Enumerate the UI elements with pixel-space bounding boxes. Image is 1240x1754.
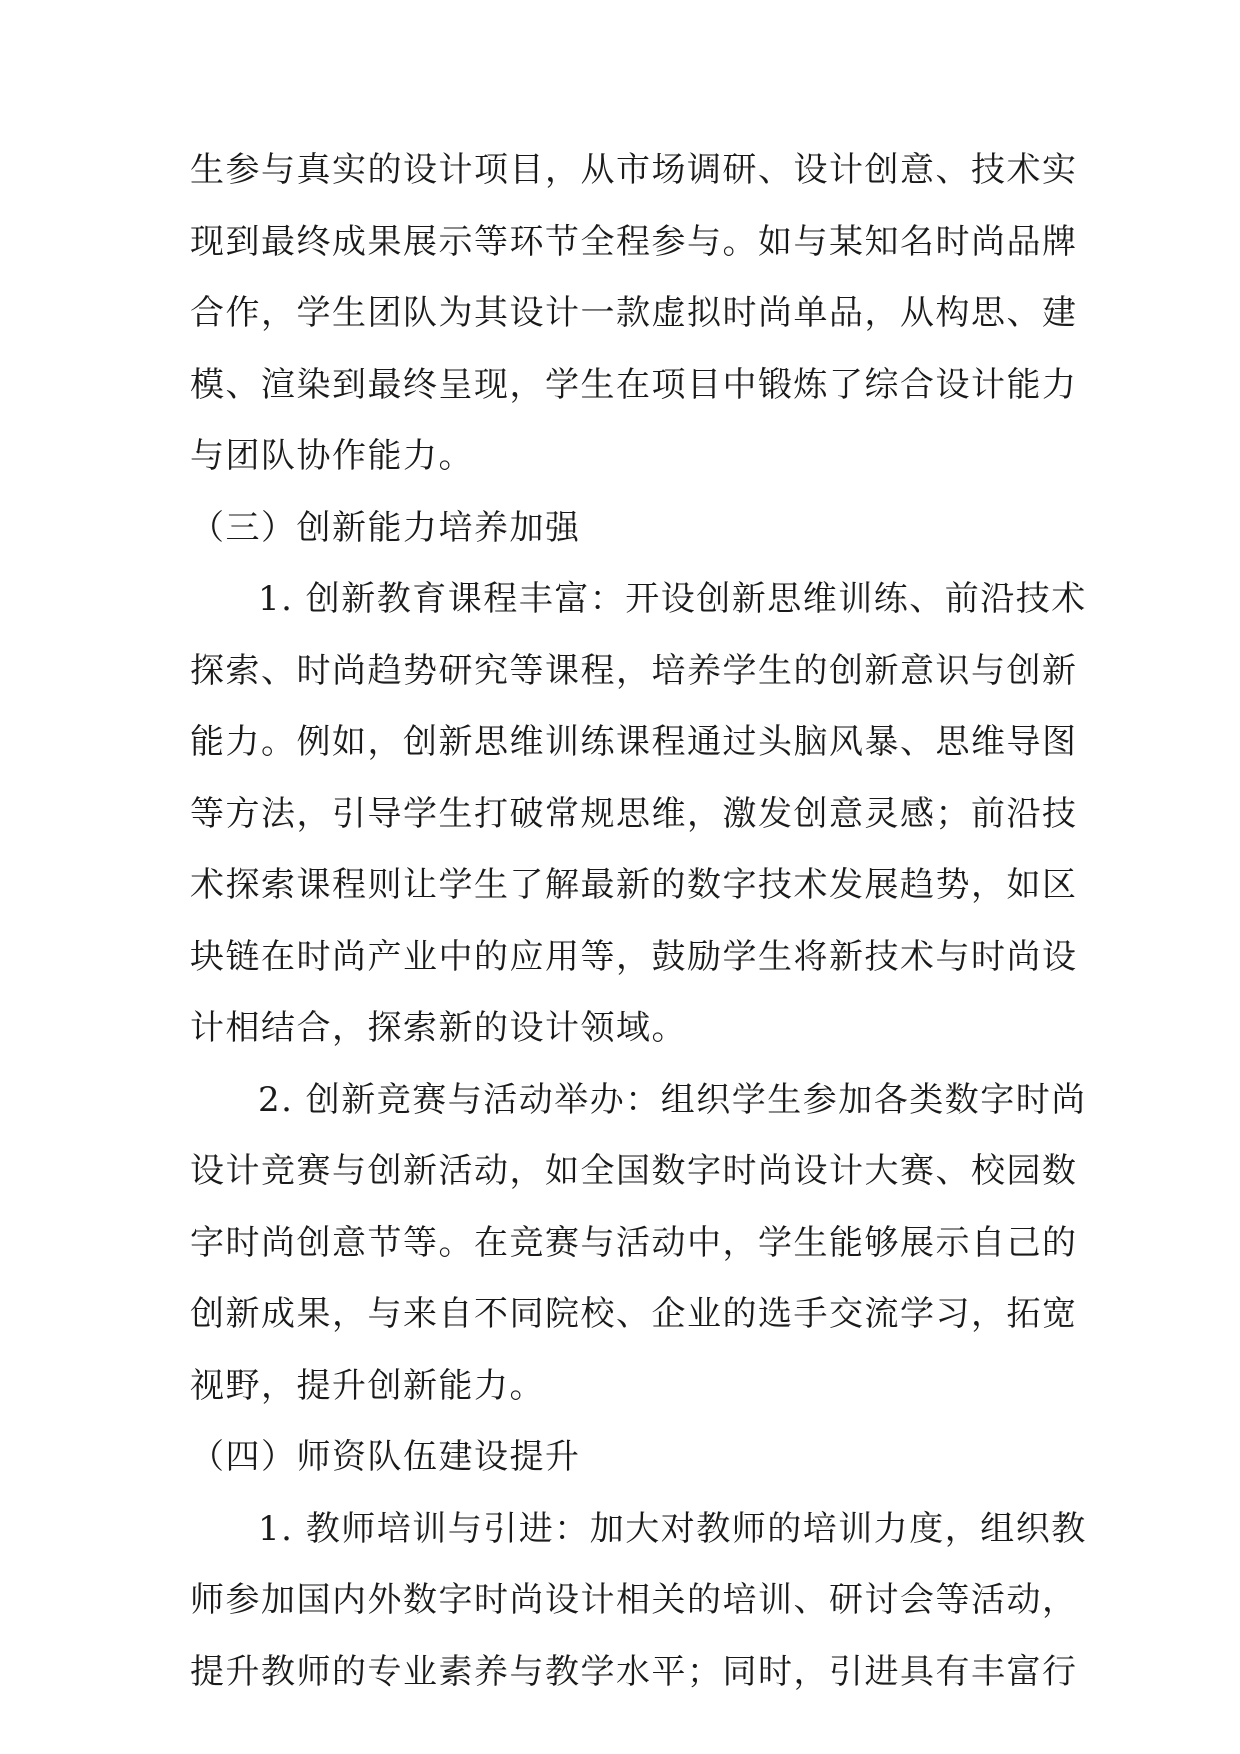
text-line: 提升教师的专业素养与教学水平；同时，引进具有丰富行 [190, 1652, 1078, 1692]
text-line: 与团队协作能力。 [190, 436, 474, 476]
text-line: 字时尚创意节等。在竞赛与活动中，学生能够展示自己的 [190, 1223, 1078, 1263]
text-line: 模、渲染到最终呈现，学生在项目中锻炼了综合设计能力 [190, 365, 1078, 405]
text-line: 能力。例如，创新思维训练课程通过头脑风暴、思维导图 [190, 722, 1078, 762]
text-line: 设计竞赛与创新活动，如全国数字时尚设计大赛、校园数 [190, 1151, 1078, 1191]
text-line: 创新成果，与来自不同院校、企业的选手交流学习，拓宽 [190, 1294, 1078, 1334]
text-line: 合作，学生团队为其设计一款虚拟时尚单品，从构思、建 [190, 293, 1078, 333]
text-line: 生参与真实的设计项目，从市场调研、设计创意、技术实 [190, 150, 1078, 190]
text-line: 计相结合，探索新的设计领域。 [190, 1008, 687, 1048]
numbered-paragraph-start: 1. 创新教育课程丰富：开设创新思维训练、前沿技术 [258, 579, 1087, 619]
section-heading: （三）创新能力培养加强 [190, 508, 581, 548]
text-line: 现到最终成果展示等环节全程参与。如与某知名时尚品牌 [190, 222, 1078, 262]
section-heading: （四）师资队伍建设提升 [190, 1437, 581, 1477]
text-line: 师参加国内外数字时尚设计相关的培训、研讨会等活动， [190, 1580, 1078, 1620]
text-line: 术探索课程则让学生了解最新的数字技术发展趋势，如区 [190, 865, 1078, 905]
numbered-paragraph-start: 2. 创新竞赛与活动举办：组织学生参加各类数字时尚 [258, 1080, 1087, 1120]
text-line: 探索、时尚趋势研究等课程，培养学生的创新意识与创新 [190, 651, 1078, 691]
numbered-paragraph-start: 1. 教师培训与引进：加大对教师的培训力度，组织教 [258, 1509, 1087, 1549]
text-line: 视野，提升创新能力。 [190, 1366, 545, 1406]
text-line: 块链在时尚产业中的应用等，鼓励学生将新技术与时尚设 [190, 937, 1078, 977]
text-line: 等方法，引导学生打破常规思维，激发创意灵感；前沿技 [190, 794, 1078, 834]
